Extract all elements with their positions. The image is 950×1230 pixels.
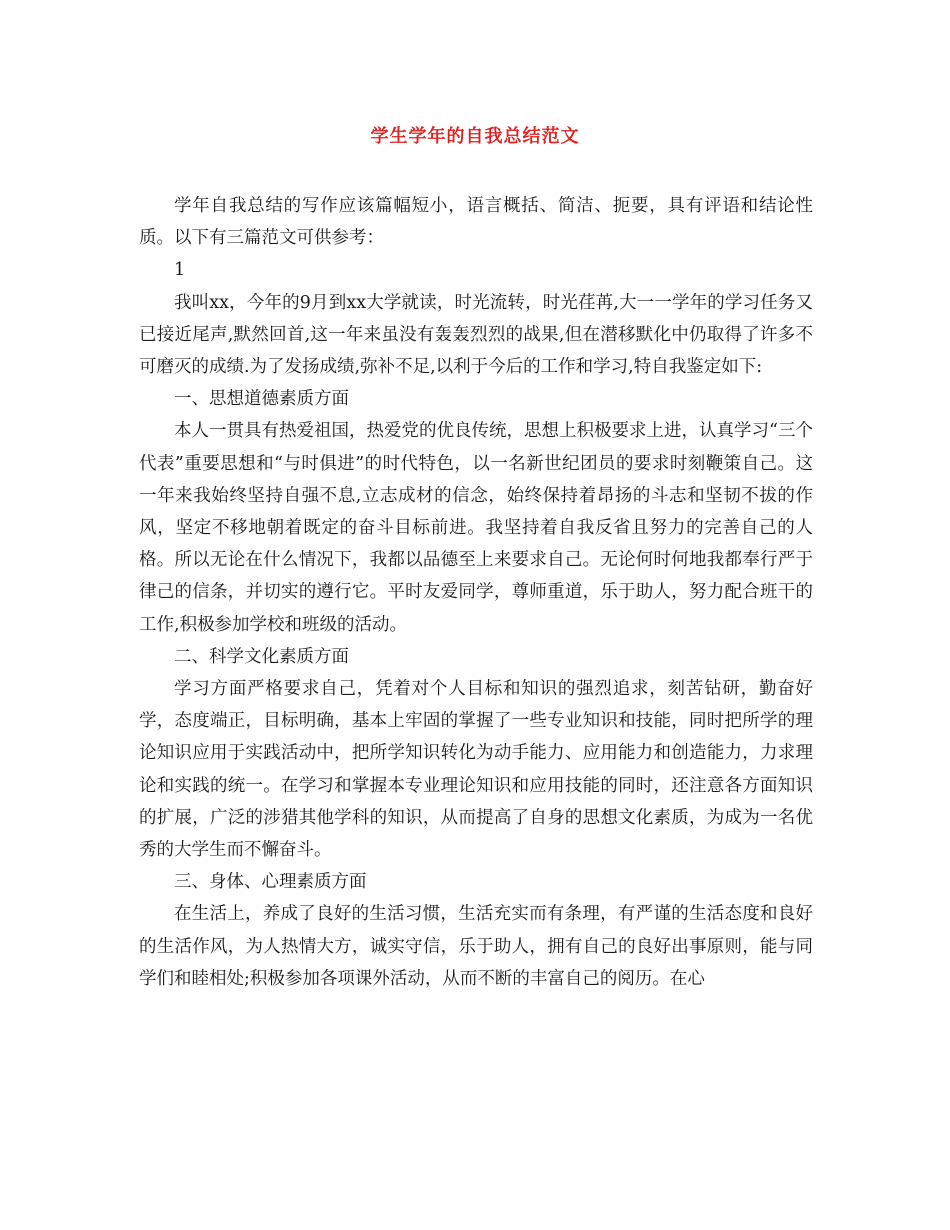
document-body [139,190,813,995]
body-paragraph: 学习方面严格要求自己，凭着对个人目标和知识的强烈追求，刻苦钻研，勤奋好学，态度端正，目标明确，基本上牢固的掌握了一些专业知识和技能，同时把所学的理论知识应用于实践活动中，把所学知识转化为动手能力、应用能力和创造能力，力求理论和实践的统一。在学习和掌握本专业理论知识和应用技能的同时，还注意各方面知识的扩展，广泛的涉猎其他学科的知识，从而提高了自身的思想文化素质，为成为一名优秀的大学生而不懈奋斗。 [139,679,813,861]
section-heading-science: 二、科学文化素质方面 [174,646,349,667]
document-title: 学生学年的自我总结范文 [370,126,580,147]
body-paragraph: 本人一贯具有热爱祖国，热爱党的优良传统，思想上积极要求上进，认真学习“三个代表”重要思想和“与时俱进”的时代特色，以一名新世纪团员的要求时刻鞭策自己。这一年来我始终坚持自强不息,立志成材的信念，始终保持着昂扬的斗志和坚韧不拔的作风，坚定不移地朝着既定的奋斗目标前进。我坚持着自我反省且努力的完善自己的人格。所以无论在什么情况下，我都以品德至上来要求自己。无论何时何地我都奉行严于律己的信条，并切实的遵行它。平时友爱同学，尊师重道，乐于助人，努力配合班干的工作,积极参加学校和班级的活动。 [139,421,813,635]
section-heading-physical: 三、身体、心理素质方面 [174,872,367,893]
body-paragraph: 在生活上，养成了良好的生活习惯，生活充实而有条理，有严谨的生活态度和良好的生活作风，为人热情大方，诚实守信，乐于助人，拥有自己的良好出事原则，能与同学们和睦相处;积极参加各项课外活动，从而不断的丰富自己的阅历。在心 [139,904,813,989]
sample-number: 1 [174,260,186,281]
section-heading-moral: 一、思想道德素质方面 [174,389,349,410]
body-paragraph: 我叫xx，今年的9月到xx大学就读，时光流转，时光荏苒,大一一学年的学习任务又已接近尾声,默然回首,这一年来虽没有轰轰烈烈的战果,但在潜移默化中仍取得了许多不可磨灭的成绩.为了发扬成绩,弥补不足,以利于今后的工作和学习,特自我鉴定如下: [139,292,813,378]
intro-paragraph: 学年自我总结的写作应该篇幅短小，语言概括、简洁、扼要，具有评语和结论性质。以下有三篇范文可供参考： [139,196,813,249]
